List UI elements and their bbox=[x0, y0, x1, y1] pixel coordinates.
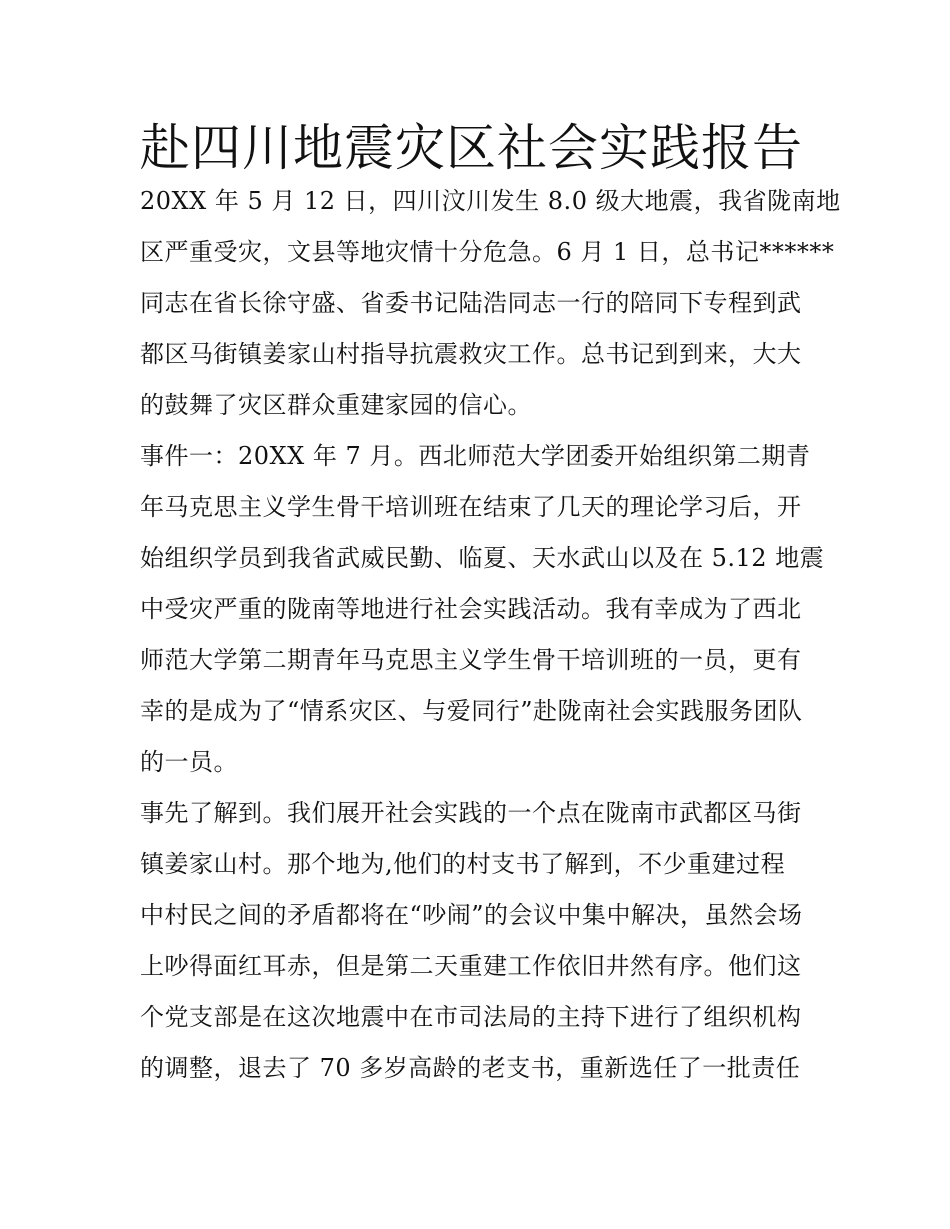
document-title: 赴四川地震灾区社会实践报告 bbox=[140, 119, 803, 177]
body-line: 镇姜家山村。那个地为,他们的村支书了解到，不少重建过程 bbox=[140, 850, 786, 878]
body-line: 师范大学第二期青年马克思主义学生骨干培训班的一员，更有 bbox=[140, 646, 802, 674]
document-body bbox=[140, 176, 841, 1094]
body-line: 始组织学员到我省武威民勤、临夏、天水武山以及在 5.12 地震 bbox=[140, 544, 825, 572]
body-line: 区严重受灾，文县等地灾情十分危急。6 月 1 日，总书记****** bbox=[140, 238, 835, 266]
body-line: 事件一：20XX 年 7 月。西北师范大学团委开始组织第二期青 bbox=[140, 442, 811, 470]
body-line: 中受灾严重的陇南等地进行社会实践活动。我有幸成为了西北 bbox=[140, 595, 802, 623]
body-line: 20XX 年 5 月 12 日，四川汶川发生 8.0 级大地震，我省陇南地 bbox=[140, 187, 841, 215]
body-line: 都区马街镇姜家山村指导抗震救灾工作。总书记到到来，大大 bbox=[140, 340, 802, 368]
body-line: 上吵得面红耳赤，但是第二天重建工作依旧井然有序。他们这 bbox=[140, 952, 802, 980]
body-line: 的调整，退去了 70 多岁高龄的老支书，重新选任了一批责任 bbox=[140, 1054, 801, 1082]
body-line: 的一员。 bbox=[140, 748, 238, 776]
body-line: 同志在省长徐守盛、省委书记陆浩同志一行的陪同下专程到武 bbox=[140, 289, 802, 317]
body-line: 中村民之间的矛盾都将在“吵闹”的会议中集中解决，虽然会场 bbox=[140, 901, 803, 929]
body-line: 事先了解到。我们展开社会实践的一个点在陇南市武都区马街 bbox=[140, 799, 802, 827]
body-line: 个党支部是在这次地震中在市司法局的主持下进行了组织机构 bbox=[140, 1003, 802, 1031]
body-line: 幸的是成为了“情系灾区、与爱同行”赴陇南社会实践服务团队 bbox=[140, 697, 803, 725]
body-line: 的鼓舞了灾区群众重建家园的信心。 bbox=[140, 391, 532, 419]
body-line: 年马克思主义学生骨干培训班在结束了几天的理论学习后，开 bbox=[140, 493, 802, 521]
